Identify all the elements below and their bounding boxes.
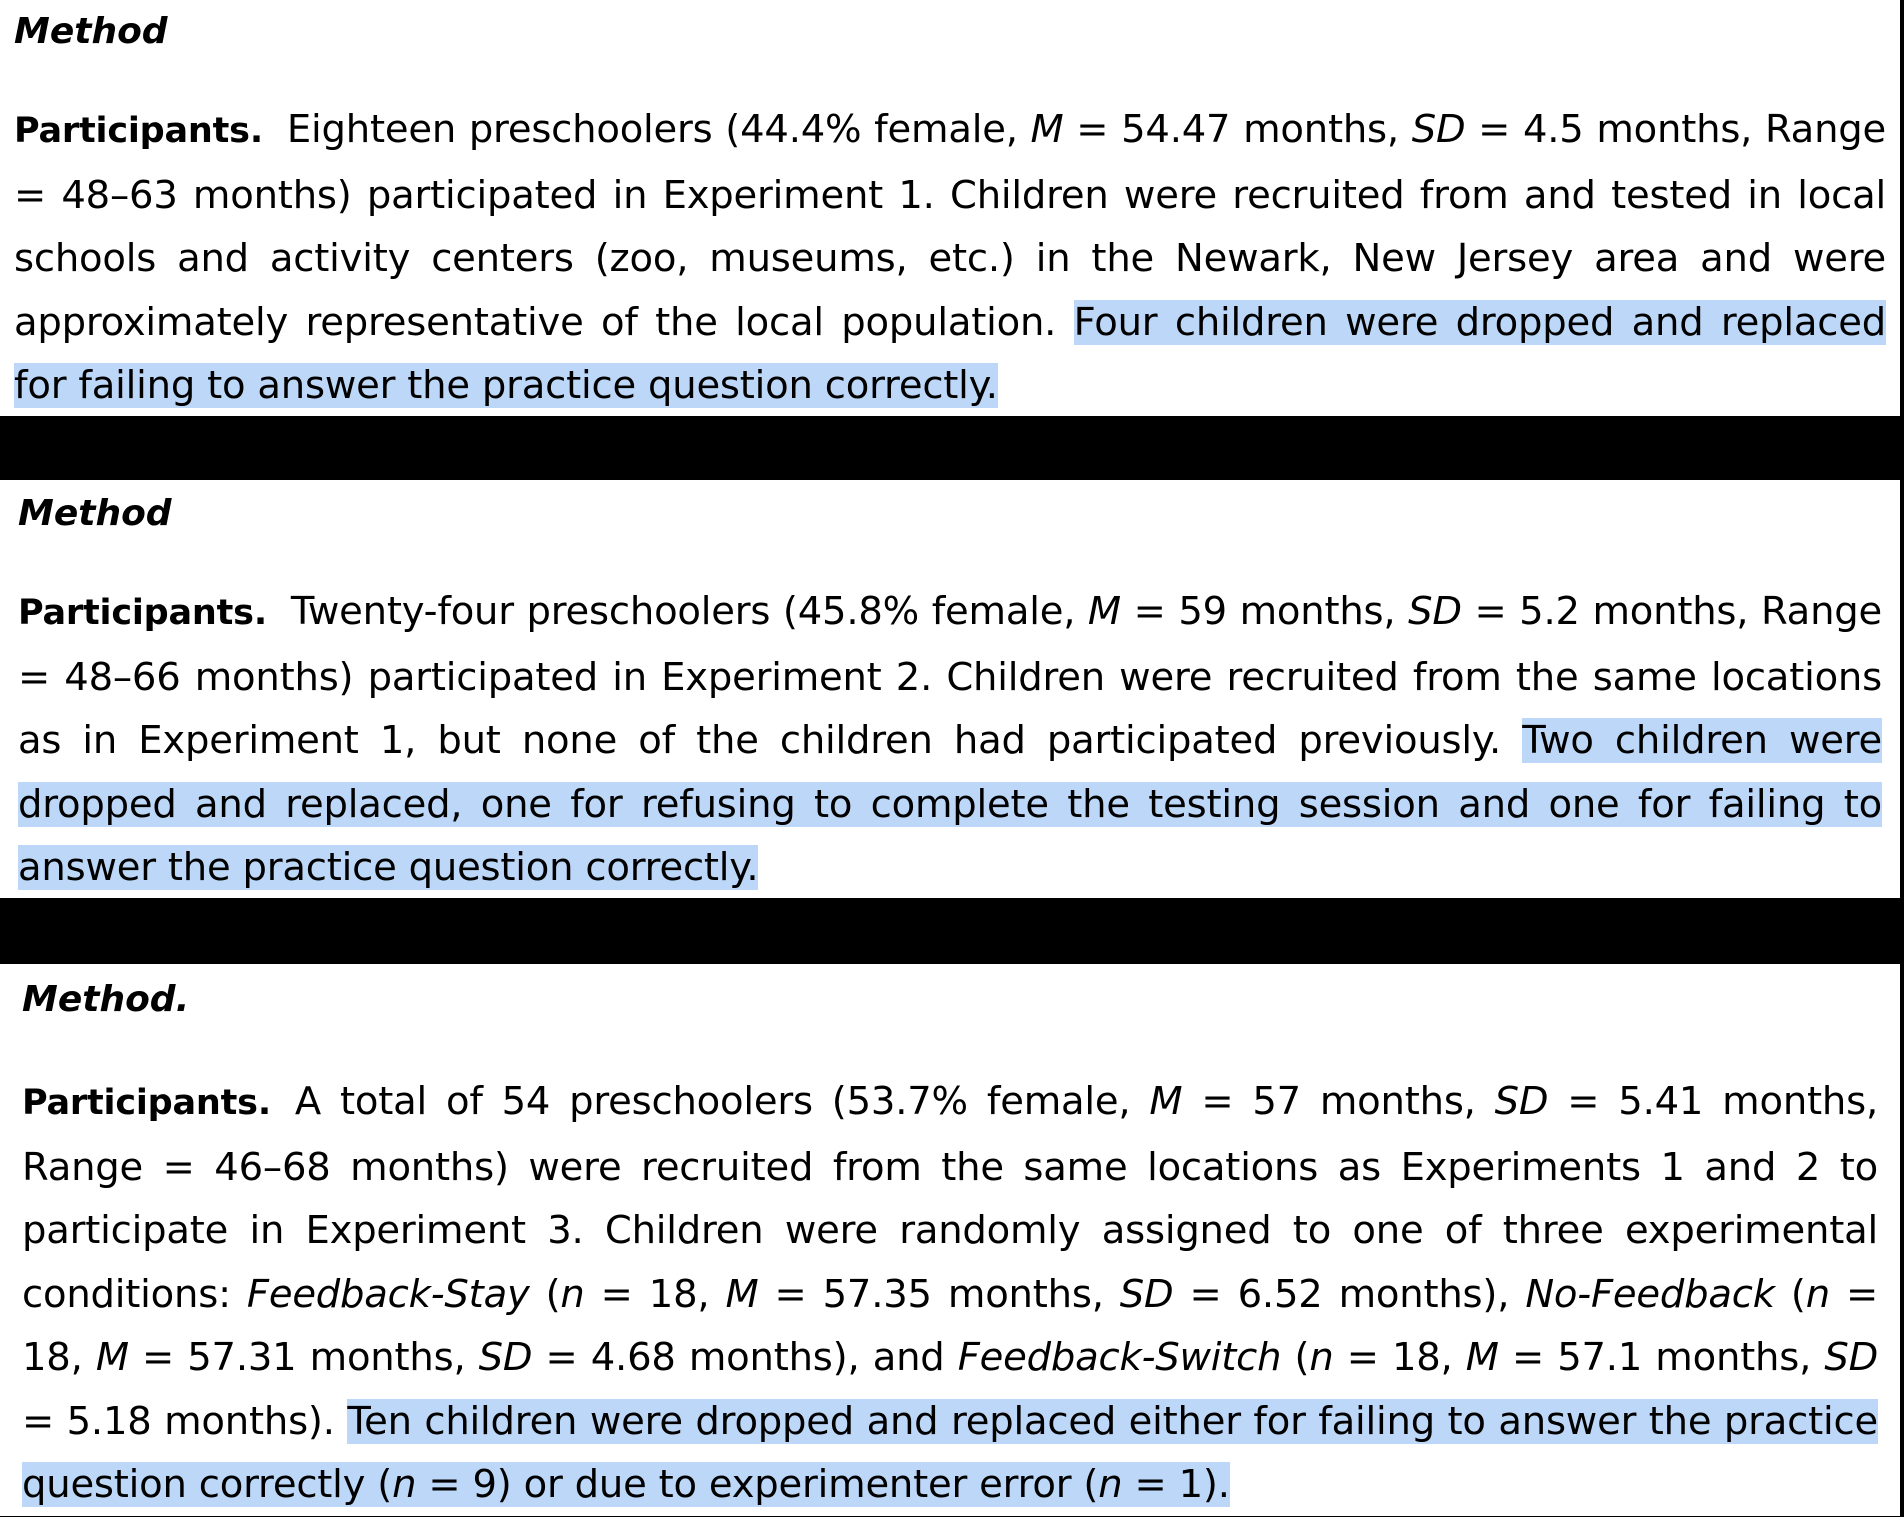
text-segment: ( <box>1774 1271 1806 1317</box>
text-segment: ( <box>529 1271 561 1317</box>
excerpt-experiment-1 <box>0 0 1900 416</box>
symbol-sd: SD <box>1494 1079 1549 1124</box>
text-segment: Twenty-four preschoolers (45.8% female, <box>290 589 1088 634</box>
text-segment: = 57.1 months, <box>1498 1335 1825 1380</box>
text-segment: = 1). <box>1122 1462 1230 1507</box>
condition-name: No-Feedback <box>1525 1271 1775 1317</box>
excerpt-experiment-3 <box>0 964 1900 1516</box>
symbol-mean: M <box>1149 1079 1183 1124</box>
symbol-sd: SD <box>478 1335 533 1380</box>
highlighted-text[interactable]: Four children were dropped and replaced for failing to answer the practice question correctly. <box>14 299 1886 408</box>
symbol-sd: SD <box>1119 1271 1174 1317</box>
participants-paragraph <box>22 1070 1878 1517</box>
symbol-sd: SD <box>1824 1335 1879 1380</box>
text-segment: = 6.52 months), <box>1173 1271 1526 1317</box>
text-segment: = 18, <box>22 1271 1879 1380</box>
text-segment: = 59 months, <box>1120 589 1409 634</box>
symbol-mean: M <box>1087 589 1121 634</box>
method-heading: Method. <box>22 979 190 1020</box>
highlighted-text[interactable]: Two children were dropped and replaced, one for refusing to complete the testing session and one for failing to answer the practice question correctly. <box>18 718 1883 890</box>
symbol-sd: SD <box>1408 589 1462 634</box>
text-segment: = 57.31 months, <box>128 1335 479 1380</box>
symbol-n: n <box>1805 1271 1830 1317</box>
symbol-mean: M <box>725 1271 759 1317</box>
text-segment: = 4.68 months), and <box>532 1335 958 1380</box>
method-heading: Method <box>14 11 168 52</box>
text-segment: = 5.2 months, Range = 48–66 months) participated in Experiment 2. Children were recruited from the same locations as in Experiment 1, but none of the children had participated previously. <box>18 589 1883 763</box>
text-segment: Ten children were dropped and replaced either for failing to answer the practice question correctly ( <box>22 1398 1878 1507</box>
symbol-n: n <box>560 1271 585 1317</box>
symbol-mean: M <box>1465 1335 1499 1380</box>
excerpt-experiment-2 <box>0 480 1900 898</box>
text-segment: = 5.18 months). <box>22 1398 348 1444</box>
text-segment: = 54.47 months, <box>1063 107 1412 152</box>
symbol-n: n <box>1098 1462 1123 1507</box>
participants-runin-heading: Participants. <box>18 593 267 633</box>
participants-runin-heading: Participants. <box>22 1083 271 1123</box>
text-segment: = 18, <box>584 1271 726 1317</box>
text-segment: = 4.5 months, Range = 48–63 months) participated in Experiment 1. Children were recruited from and tested in local schools and activity centers (zoo, museums, etc.) in the Newark, New Jersey area and were approximately representative of the local population. <box>14 107 1886 345</box>
text-segment: = 9) or due to experimenter error ( <box>416 1462 1099 1507</box>
symbol-n: n <box>1309 1335 1334 1380</box>
text-segment: Eighteen preschoolers (44.4% female, <box>286 107 1031 152</box>
text-segment: = 18, <box>1333 1335 1466 1380</box>
symbol-mean: M <box>1030 107 1064 152</box>
participants-paragraph <box>14 98 1886 418</box>
participants-paragraph <box>18 580 1882 900</box>
text-segment: A total of 54 preschoolers (53.7% female, <box>294 1079 1150 1124</box>
method-heading: Method <box>18 493 172 534</box>
participants-runin-heading: Participants. <box>14 111 263 151</box>
text-segment: ( <box>1281 1335 1310 1380</box>
text-segment: = 5.41 months, Range = 46–68 months) were recruited from the same locations as Experiments 1 and 2 to participate in Experiment 3. Children were randomly assigned to one of three experimental conditions: <box>22 1079 1879 1317</box>
symbol-sd: SD <box>1411 107 1466 152</box>
condition-name: Feedback-Switch <box>957 1335 1282 1380</box>
text-segment: = 57.35 months, <box>758 1271 1120 1317</box>
symbol-n: n <box>392 1462 417 1507</box>
text-segment: = 57 months, <box>1182 1079 1495 1124</box>
symbol-mean: M <box>95 1335 129 1380</box>
condition-name: Feedback-Stay <box>246 1271 530 1317</box>
